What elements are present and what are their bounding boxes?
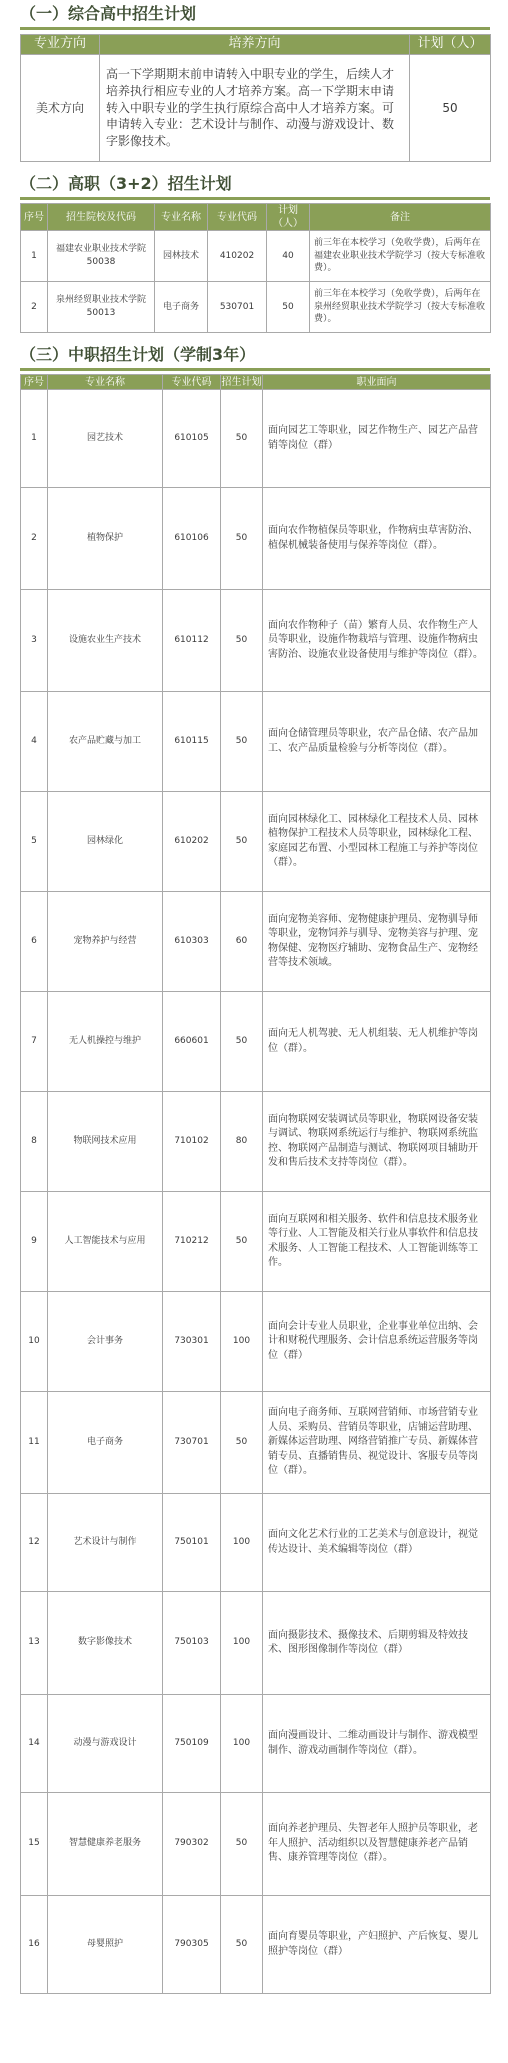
code-cell: 710102: [163, 1092, 221, 1192]
career-cell: 面向农作物植保员等职业，作物病虫草害防治、植保机械装备使用与保养等岗位（群）。: [263, 488, 491, 590]
table-row: [21, 1793, 491, 1896]
plan-cell: 100: [221, 1592, 263, 1695]
no-cell: 1: [21, 390, 48, 488]
major-cell: 园艺技术: [48, 390, 163, 488]
table-row: [21, 55, 491, 162]
no-cell: 3: [21, 590, 48, 692]
no-cell: 12: [21, 1494, 48, 1592]
code-cell: 610115: [163, 692, 221, 792]
no-cell: 5: [21, 792, 48, 892]
section1-title: （一）综合高中招生计划: [20, 4, 197, 23]
major-cell: 宠物养护与经营: [48, 892, 163, 992]
major-cell: 物联网技术应用: [48, 1092, 163, 1192]
major-cell: 人工智能技术与应用: [48, 1192, 163, 1292]
code-cell: 730701: [163, 1392, 221, 1494]
plan-cell: 50: [221, 692, 263, 792]
header-plan: 招生计划: [221, 376, 262, 388]
career-cell: 面向电子商务师、互联网营销师、市场营销专业人员、采购员、营销员等职业，店铺运营助理、新媒体运营助理、网络营销推广专员、新媒体营销专员、直播销售员、视觉设计、客服专员等岗位（群）。: [263, 1392, 491, 1494]
header-code: 专业代码: [208, 204, 267, 231]
no-cell: 6: [21, 892, 48, 992]
plan-cell: 80: [221, 1092, 263, 1192]
career-cell: 面向农作物种子（苗）繁育人员、农作物生产人员等职业，设施作物栽培与管理、设施作物病虫害防治、设施农业设备使用与维护等岗位（群）。: [263, 590, 491, 692]
career-cell: 面向文化艺术行业的工艺美术与创意设计，视觉传达设计、美术编辑等岗位（群）: [263, 1494, 491, 1592]
plan-cell: 50: [221, 1192, 263, 1292]
header-plan: 计划（人）: [267, 204, 310, 231]
header-major: 专业名称: [48, 375, 163, 390]
section2-title: （二）高职（3+2）招生计划: [20, 174, 232, 193]
table-row: [21, 1695, 491, 1793]
plan-cell: 50: [221, 792, 263, 892]
major-cell: 电子商务: [155, 282, 208, 333]
no-cell: 2: [21, 488, 48, 590]
code-cell: 610303: [163, 892, 221, 992]
no-cell: 2: [21, 282, 48, 333]
plan-cell: 50: [221, 390, 263, 488]
table-row: [21, 1292, 491, 1392]
table-row: [21, 488, 491, 590]
no-cell: 1: [21, 231, 48, 282]
major-cell: 电子商务: [48, 1392, 163, 1494]
plan-cell: 40: [267, 231, 310, 282]
code-cell: 610112: [163, 590, 221, 692]
school-cell: 泉州经贸职业技术学院50013: [48, 282, 155, 333]
major-cell: 会计事务: [48, 1292, 163, 1392]
note-cell: 前三年在本校学习（免收学费），后两年在泉州经贸职业技术学院学习（按大专标准收费）。: [310, 282, 491, 333]
table-header-row: [21, 35, 491, 55]
section2-divider: [20, 197, 490, 200]
code-cell: 750103: [163, 1592, 221, 1695]
table-row: [21, 590, 491, 692]
table-row: [21, 1392, 491, 1494]
major-cell: 智慧健康养老服务: [48, 1793, 163, 1896]
table-row: [21, 1592, 491, 1695]
table-row: [21, 892, 491, 992]
plan-cell: 60: [221, 892, 263, 992]
school-cell: 福建农业职业技术学院50038: [48, 231, 155, 282]
major-cell: 设施农业生产技术: [48, 590, 163, 692]
no-cell: 10: [21, 1292, 48, 1392]
code-cell: 750109: [163, 1695, 221, 1793]
table-row: [21, 282, 491, 333]
code-cell: 710212: [163, 1192, 221, 1292]
table-row: [21, 992, 491, 1092]
table-row: [21, 692, 491, 792]
table-row: [21, 231, 491, 282]
table-row: [21, 1896, 491, 1994]
higher-vocational-table: [20, 203, 491, 333]
code-cell: 790305: [163, 1896, 221, 1994]
plan-cell: 50: [410, 55, 491, 162]
header-no: 序号: [21, 204, 48, 231]
header-major: 专业名称: [155, 204, 208, 231]
career-cell: 面向园林绿化工、园林绿化工程技术人员、园林植物保护工程技术人员等职业，园林绿化工程、家庭园艺布置、小型园林工程施工与养护等岗位（群）。: [263, 792, 491, 892]
code-cell: 730301: [163, 1292, 221, 1392]
plan-cell: 50: [221, 1896, 263, 1994]
table-row: [21, 1192, 491, 1292]
comprehensive-plan-table: [20, 34, 491, 162]
table-header-row: [21, 375, 491, 390]
note-cell: 前三年在本校学习（免收学费），后两年在福建农业职业技术学院学习（按大专标准收费）。: [310, 231, 491, 282]
table-row: [21, 792, 491, 892]
major-cell: 数字影像技术: [48, 1592, 163, 1695]
code-cell: 610106: [163, 488, 221, 590]
no-cell: 14: [21, 1695, 48, 1793]
major-cell: 植物保护: [48, 488, 163, 590]
career-cell: 面向物联网安装调试员等职业，物联网设备安装与调试、物联网系统运行与维护、物联网系统监控、物联网产品制造与测试、物联网项目辅助开发和售后技术支持等岗位（群）。: [263, 1092, 491, 1192]
header-plan: 计划（人）: [410, 35, 491, 55]
plan-cell: 50: [221, 992, 263, 1092]
plan-cell: 100: [221, 1292, 263, 1392]
major-cell: 农产品贮藏与加工: [48, 692, 163, 792]
section1-divider: [20, 27, 490, 30]
career-cell: 面向无人机驾驶、无人机组装、无人机维护等岗位（群）。: [263, 992, 491, 1092]
no-cell: 8: [21, 1092, 48, 1192]
code-cell: 610105: [163, 390, 221, 488]
table-row: [21, 1092, 491, 1192]
header-school: 招生院校及代码: [48, 204, 155, 231]
no-cell: 7: [21, 992, 48, 1092]
no-cell: 16: [21, 1896, 48, 1994]
header-code: 专业代码: [163, 375, 221, 390]
secondary-vocational-table: [20, 374, 491, 1994]
major-cell: 艺术设计与制作: [48, 1494, 163, 1592]
career-cell: 面向漫画设计、二维动画设计与制作、游戏模型制作、游戏动画制作等岗位（群）。: [263, 1695, 491, 1793]
major-cell: 园林绿化: [48, 792, 163, 892]
code-cell: 790302: [163, 1793, 221, 1896]
plan-cell: 50: [221, 1793, 263, 1896]
no-cell: 11: [21, 1392, 48, 1494]
no-cell: 15: [21, 1793, 48, 1896]
table-row: [21, 1494, 491, 1592]
plan-cell: 50: [221, 488, 263, 590]
header-training: 培养方向: [100, 35, 410, 55]
code-cell: 410202: [208, 231, 267, 282]
major-cell: 园林技术: [155, 231, 208, 282]
plan-cell: 50: [221, 1392, 263, 1494]
major-cell: 无人机操控与维护: [48, 992, 163, 1092]
no-cell: 9: [21, 1192, 48, 1292]
plan-cell: 50: [221, 590, 263, 692]
career-cell: 面向园艺工等职业，园艺作物生产、园艺产品营销等岗位（群）: [263, 390, 491, 488]
career-cell: 面向宠物美容师、宠物健康护理员、宠物驯导师等职业，宠物饲养与驯导、宠物美容与护理、宠物保健、宠物医疗辅助、宠物食品生产、宠物经营等技术领域。: [263, 892, 491, 992]
career-cell: 面向互联网和相关服务、软件和信息技术服务业等行业、人工智能及相关行业从事软件和信息技术服务、人工智能工程技术、人工智能训练等工作。: [263, 1192, 491, 1292]
description-cell: 高一下学期期末前申请转入中职专业的学生，后续人才培养执行相应专业的人才培养方案。高一下学期末申请转入中职专业的学生执行原综合高中人才培养方案。可申请转入专业：艺术设计与制作、动漫与游戏设计、数字影像技术。: [100, 55, 410, 162]
career-cell: 面向会计专业人员职业，企业事业单位出纳、会计和财税代理服务、会计信息系统运营服务等岗位（群）: [263, 1292, 491, 1392]
page-wrapper: [20, 0, 490, 1994]
header-career: 职业面向: [263, 375, 491, 390]
no-cell: 4: [21, 692, 48, 792]
plan-cell: 50: [267, 282, 310, 333]
career-cell: 面向养老护理员、失智老年人照护员等职业，老年人照护、活动组织以及智慧健康养老产品销售、康养管理等岗位（群）。: [263, 1793, 491, 1896]
code-cell: 750101: [163, 1494, 221, 1592]
career-cell: 面向摄影技术、摄像技术、后期剪辑及特效技术、图形图像制作等岗位（群）: [263, 1592, 491, 1695]
career-cell: 面向仓储管理员等职业，农产品仓储、农产品加工、农产品质量检验与分析等岗位（群）。: [263, 692, 491, 792]
header-no: 序号: [21, 375, 48, 390]
plan-cell: 100: [221, 1494, 263, 1592]
section3-divider: [20, 368, 490, 371]
section3-title: （三）中职招生计划（学制3年）: [20, 345, 256, 364]
code-cell: 530701: [208, 282, 267, 333]
major-cell: 动漫与游戏设计: [48, 1695, 163, 1793]
header-direction: 专业方向: [21, 35, 100, 55]
table-header-row: [21, 204, 491, 231]
code-cell: 610202: [163, 792, 221, 892]
career-cell: 面向育婴员等职业，产妇照护、产后恢复、婴儿照护等岗位（群）: [263, 1896, 491, 1994]
no-cell: 13: [21, 1592, 48, 1695]
table-row: [21, 390, 491, 488]
major-cell: 母婴照护: [48, 1896, 163, 1994]
code-cell: 660601: [163, 992, 221, 1092]
header-note: 备注: [310, 204, 491, 231]
secondary-table-body: [21, 390, 491, 1994]
plan-cell: 100: [221, 1695, 263, 1793]
direction-cell: 美术方向: [21, 55, 100, 162]
